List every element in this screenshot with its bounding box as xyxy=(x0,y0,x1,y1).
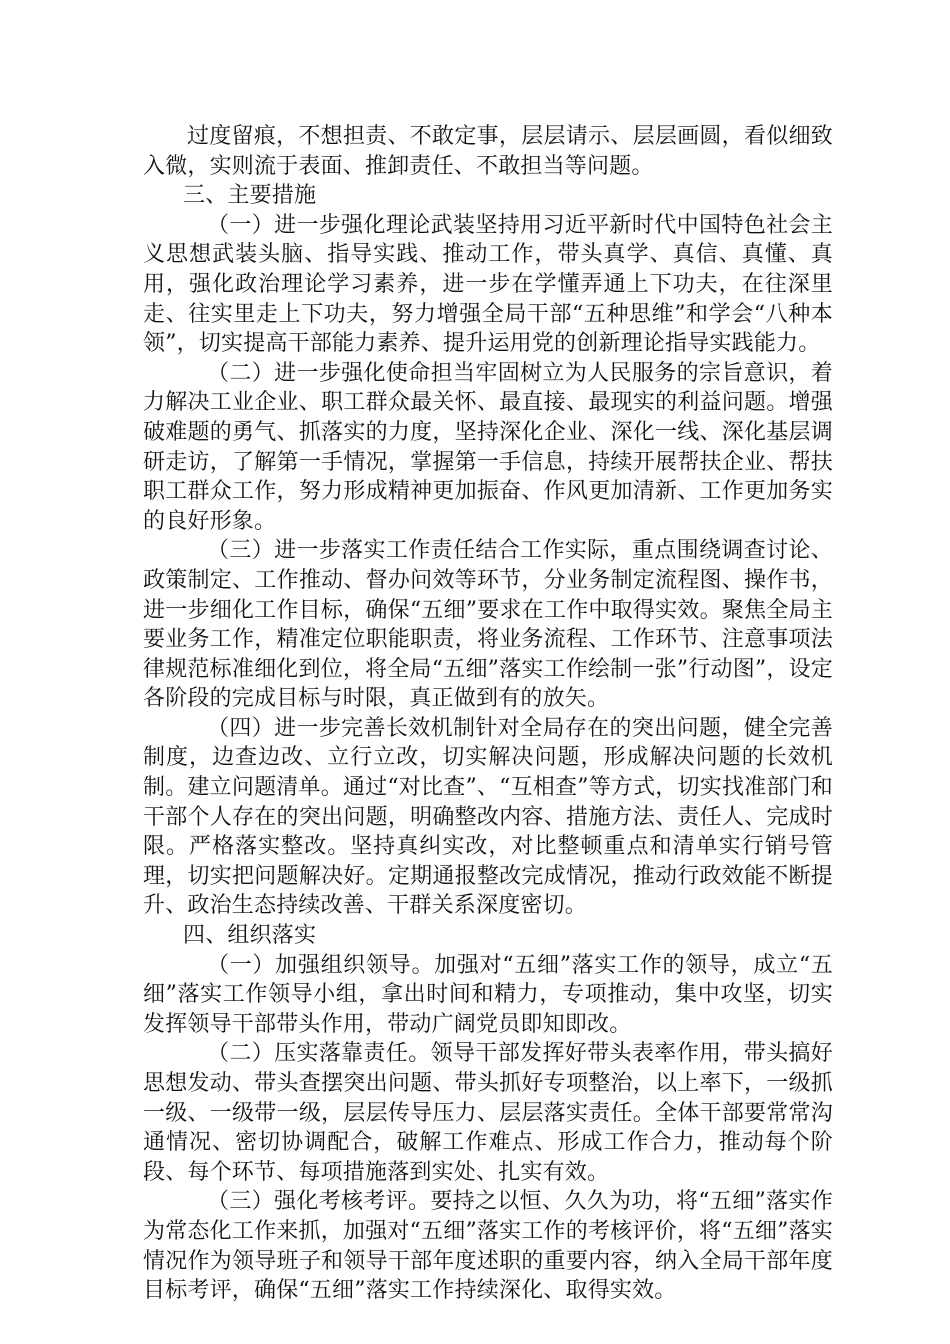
section-heading-measures: 三、主要措施 xyxy=(183,183,317,209)
paragraph-accountability: （二）压实落靠责任。领导干部发挥好带头表率作用，带头搞好思想发动、带头查摆突出问题、带头抓好专项整治，以上率下，一级抓一级、一级带一级，层层传导压力、层层落实责任。全体干部要常常沟通情况、密切协调配合，破解工作难点、形成工作合力，推动每个阶段、每个环节、每项措施落到实处、扎实有效。 xyxy=(143,1041,833,1185)
paragraph-responsibility: （三）进一步落实工作责任结合工作实际，重点围绕调查讨论、政策制定、工作推动、督办问效等环节，分业务制定流程图、操作书，进一步细化工作目标，确保“五细”要求在工作中取得实效。聚焦全局主要业务工作，精准定位职能职责，将业务流程、工作环节、注意事项法律规范标准细化到位，将全局“五细”落实工作绘制一张”行动图”，设定各阶段的完成目标与时限，真正做到有的放矢。 xyxy=(143,538,833,712)
paragraph-assessment: （三）强化考核考评。要持之以恒、久久为功，将“五细”落实作为常态化工作来抓，加强对“五细”落实工作的考核评价，将“五细”落实情况作为领导班子和领导干部年度述职的重要内容，纳入全局干部年度目标考评，确保“五细”落实工作持续深化、取得实效。 xyxy=(143,1189,833,1304)
paragraph-mechanism: （四）进一步完善长效机制针对全局存在的突出问题，健全完善制度，边查边改、立行立改，切实解决问题，形成解决问题的长效机制。建立问题清单。通过“对比查”、“互相查”等方式，切实找准部门和干部个人存在的突出问题，明确整改内容、措施方法、责任人、完成时限。严格落实整改。坚持真纠实改，对比整顿重点和清单实行销号管理，切实把问题解决好。定期通报整改完成情况，推动行政效能不断提升、政治生态持续改善、干群关系深度密切。 xyxy=(143,715,833,919)
section-heading-organization: 四、组织落实 xyxy=(183,923,317,949)
document-body xyxy=(143,122,833,1306)
paragraph-leadership: （一）加强组织领导。加强对“五细”落实工作的领导，成立“五细”落实工作领导小组，拿出时间和精力，专项推动，集中攻坚，切实发挥领导干部带头作用，带动广阔党员即知即改。 xyxy=(143,952,833,1037)
paragraph-theory: （一）进一步强化理论武装坚持用习近平新时代中国特色社会主义思想武装头脑、指导实践、推动工作，带头真学、真信、真懂、真用，强化政治理论学习素养，进一步在学懂弄通上下功夫，在往深里走、往实里走上下功夫，努力增强全局干部“五种思维”和学会“八种本领”，切实提高干部能力素养、提升运用党的创新理论指导实践能力。 xyxy=(143,212,833,357)
paragraph-mission: （二）进一步强化使命担当牢固树立为人民服务的宗旨意识，着力解决工业企业、职工群众最关怀、最直接、最现实的利益问题。增强破难题的勇气、抓落实的力度，坚持深化企业、深化一线、深化基层调研走访，了解第一手情况，掌握第一手信息，持续开展帮扶企业、帮扶职工群众工作，努力形成精神更加振奋、作风更加清新、工作更加务实的良好形象。 xyxy=(143,360,833,534)
paragraph-continuation: 过度留痕，不想担责、不敢定事，层层请示、层层画圆，看似细致入微，实则流于表面、推卸责任、不敢担当等问题。 xyxy=(143,124,833,179)
